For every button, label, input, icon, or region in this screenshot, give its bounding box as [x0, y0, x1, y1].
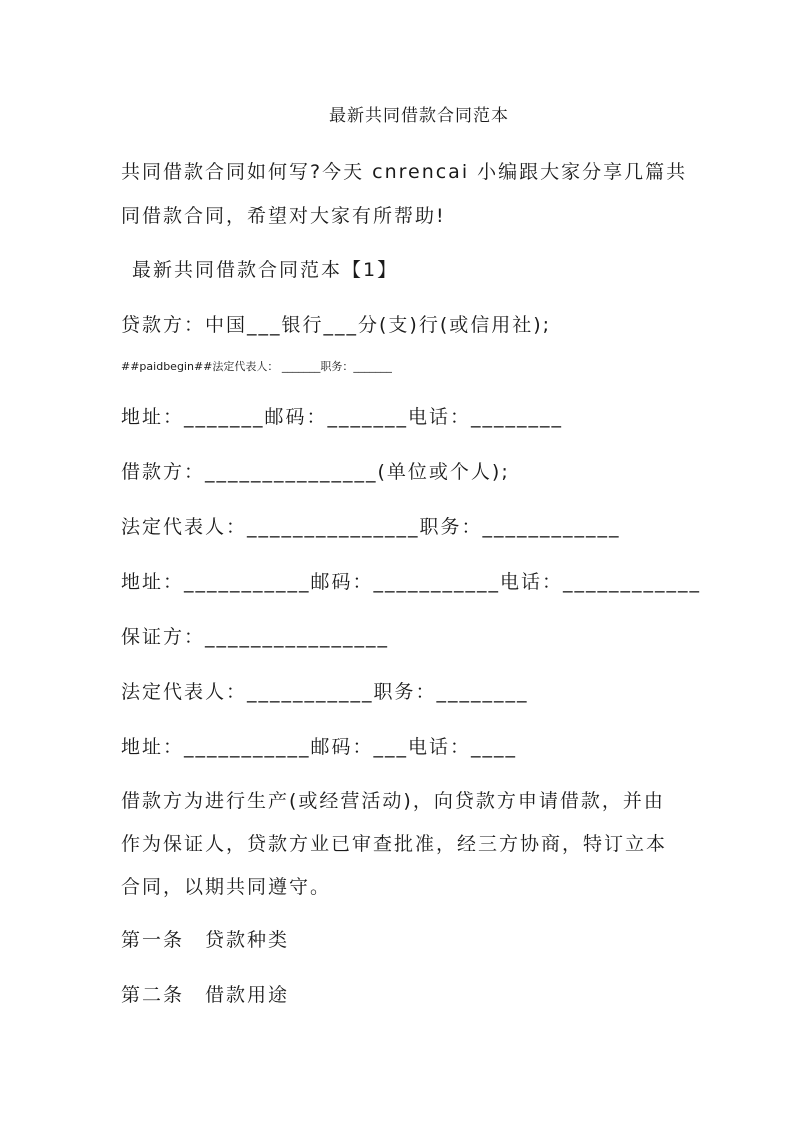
body-line-3: 合同，以期共同遵守。 — [121, 876, 332, 898]
borrower-representative-field: 法定代表人：_______________职务：____________ — [121, 516, 621, 538]
intro-line-1: 共同借款合同如何写?今天 cnrencai 小编跟大家分享几篇共 — [121, 161, 688, 183]
borrower-field: 借款方：_______________(单位或个人); — [121, 461, 510, 483]
body-line-2: 作为保证人，贷款方业已审查批准，经三方协商，特订立本 — [121, 833, 668, 855]
document-title: 最新共同借款合同范本 — [329, 106, 509, 126]
article-1: 第一条 贷款种类 — [121, 929, 290, 951]
body-line-1: 借款方为进行生产(或经营活动)，向贷款方申请借款，并由 — [121, 790, 665, 812]
guarantor-field: 保证方：________________ — [121, 626, 390, 648]
guarantor-representative-field: 法定代表人：___________职务：________ — [121, 681, 529, 703]
section-heading: 最新共同借款合同范本【1】 — [132, 259, 399, 281]
intro-line-2: 同借款合同，希望对大家有所帮助! — [121, 205, 446, 227]
lender-representative-field: ##paidbegin##法定代表人： _______职务：_______ — [121, 360, 392, 373]
borrower-address-field: 地址：___________邮码：___________电话：____________ — [121, 571, 702, 593]
lender-address-field: 地址：_______邮码：_______电话：________ — [121, 406, 564, 428]
guarantor-address-field: 地址：___________邮码：___电话：____ — [121, 736, 518, 758]
lender-field: 贷款方：中国___银行___分(支)行(或信用社); — [121, 314, 552, 336]
article-2: 第二条 借款用途 — [121, 984, 290, 1006]
